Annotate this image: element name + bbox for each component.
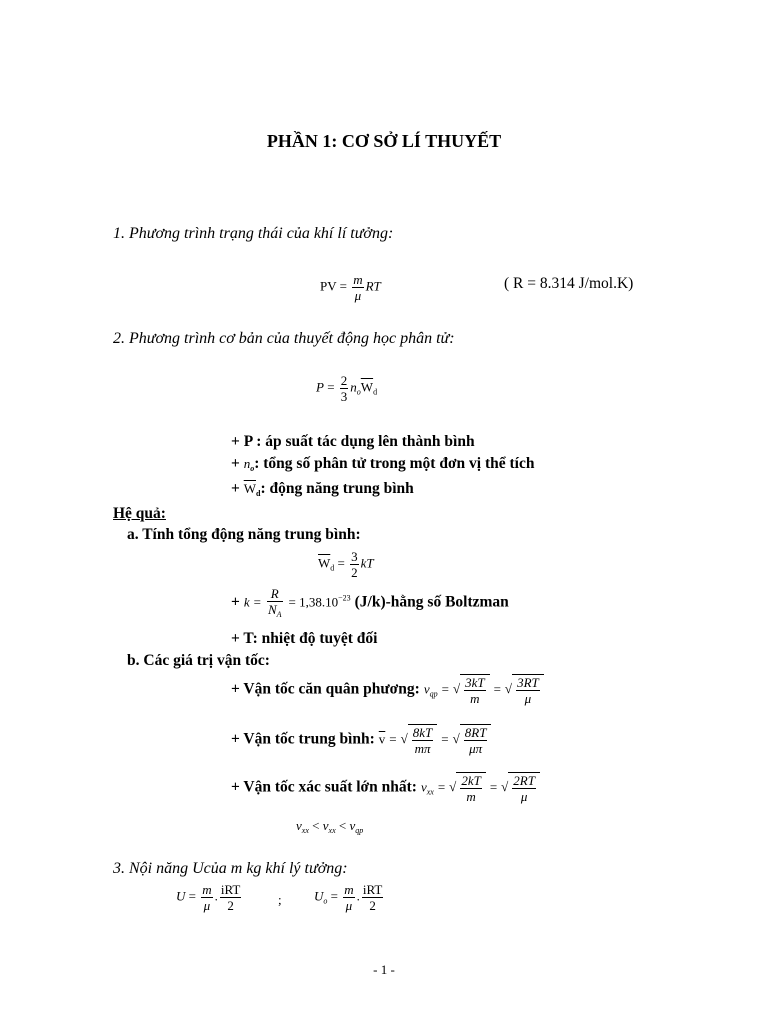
- bullet-prefix: +: [231, 593, 240, 611]
- w-subscript: d: [330, 563, 335, 573]
- frac-num: 3RT: [517, 675, 539, 690]
- frac-num: iRT: [362, 882, 383, 897]
- equals-sign: =: [437, 779, 446, 795]
- speed-inequality: [296, 818, 363, 835]
- n-symbol: n: [350, 379, 357, 395]
- frac-den: 2: [369, 898, 376, 913]
- bullet-text: : tổng số phân tử trong một đơn vị thể tích: [254, 455, 535, 472]
- w-symbol: $\overline{W}$: [360, 379, 374, 395]
- frac-den: μ: [354, 288, 362, 303]
- frac-den: 2: [351, 565, 358, 580]
- part-b-label: b. Các giá trị vận tốc:: [127, 652, 270, 669]
- section-1-heading: 1. Phương trình trạng thái của khí lí tưởng:: [113, 225, 394, 242]
- most-probable-speed-line: [231, 772, 540, 804]
- w-subscript: d: [373, 387, 378, 397]
- v-symbol: v: [349, 818, 356, 833]
- n-symbol: n: [243, 456, 251, 471]
- equals-sign: =: [441, 731, 449, 747]
- frac-num: 3: [351, 549, 358, 564]
- kt-term: kT: [360, 555, 374, 571]
- internal-energy-mole-equation: $U_o$ = $\frac{m}{\mu}$ . $\frac{\text{iRT}}{2}$: [314, 882, 383, 913]
- kinetic-pressure-equation: [316, 373, 377, 404]
- mass-over-mu-fraction: [352, 272, 363, 303]
- w-symbol: $\overline{W}$: [318, 555, 331, 571]
- u-symbol: U: [314, 888, 324, 904]
- equals-sign: =: [330, 888, 338, 904]
- equals-sign: =: [493, 681, 501, 697]
- sqrt-2rt-over-mu: √ $\frac{2RT}{\mu}$: [501, 772, 540, 804]
- frac-den: μ: [520, 789, 528, 804]
- mean-speed-label: + Vận tốc trung bình:: [231, 730, 375, 748]
- mean-speed-line: [231, 724, 491, 756]
- irt-over-2-fraction: [362, 882, 383, 913]
- gas-constant-note: ( R = 8.314 J/mol.K): [504, 275, 634, 292]
- frac-den: 3: [340, 389, 348, 404]
- frac-num: m: [202, 882, 212, 897]
- v-symbol: v: [420, 779, 427, 795]
- pressure-symbol: P: [316, 379, 324, 395]
- sqrt-8kt-over-mpi: √ $\frac{8kT}{m\pi}$: [401, 724, 438, 756]
- equals-sign: =: [489, 779, 498, 795]
- equals-sign: =: [389, 731, 397, 747]
- frac-num: 2kT: [461, 773, 481, 788]
- bullet-kinetic-energy: [231, 480, 414, 498]
- boltzmann-line: [231, 586, 509, 620]
- two-thirds-fraction: [340, 373, 349, 404]
- three-halves-fraction: [350, 549, 359, 580]
- rms-speed-line: [231, 674, 544, 706]
- k-exponent: −23: [338, 593, 351, 603]
- r-over-na-fraction: [267, 586, 283, 620]
- frac-den: μπ: [469, 741, 483, 756]
- most-probable-speed-label: + Vận tốc xác suất lớn nhất:: [231, 778, 417, 796]
- temperature-line: + T: nhiệt độ tuyệt đối: [231, 630, 378, 647]
- v-symbol: v: [296, 818, 302, 833]
- sqrt-3kt-over-m: √ $\frac{3kT}{m}$: [453, 674, 490, 706]
- w-symbol: $\overline{W}$: [243, 481, 256, 496]
- frac-den: μ: [203, 898, 211, 913]
- v-subscript: qp: [429, 689, 438, 699]
- avg-kinetic-energy-equation: [318, 549, 374, 580]
- frac-num: 3kT: [465, 675, 485, 690]
- frac-den: [267, 602, 283, 620]
- v-subscript: xx: [301, 826, 309, 835]
- equals-sign: =: [327, 379, 335, 395]
- internal-energy-equation: U = $\frac{m}{\mu}$ . $\frac{\text{iRT}}{2}$: [176, 882, 241, 913]
- page-title: PHẦN 1: CƠ SỞ LÍ THUYẾT: [266, 131, 502, 151]
- bullet-text: : động năng trung bình: [260, 480, 414, 497]
- v-symbol: v: [322, 818, 329, 833]
- u-subscript: o: [323, 896, 328, 906]
- sqrt-2kt-over-m: √ $\frac{2kT}{m}$: [449, 772, 486, 804]
- na-subscript: A: [276, 610, 282, 619]
- section-2-heading: 2. Phương trình cơ bản của thuyết động học phân tử:: [113, 330, 455, 347]
- rms-speed-label: + Vận tốc căn quân phương:: [231, 680, 420, 698]
- frac-num: m: [353, 272, 363, 287]
- n-subscript: o: [356, 387, 361, 397]
- v-subscript: xx: [328, 826, 336, 835]
- page-number: - 1 -: [373, 962, 395, 977]
- sqrt-3rt-over-mu: √ $\frac{3RT}{\mu}$: [505, 674, 544, 706]
- bullet-prefix: +: [231, 480, 240, 497]
- equals-sign: =: [337, 555, 345, 571]
- ideal-gas-equation: [320, 272, 381, 303]
- sqrt-8rt-over-mupi: √ $\frac{8RT}{\mu\pi}$: [453, 724, 492, 756]
- m-over-mu-fraction: [343, 882, 354, 913]
- frac-num: R: [267, 586, 283, 602]
- v-subscript: xx: [426, 787, 434, 797]
- u-symbol: U: [176, 888, 186, 904]
- frac-den: m: [466, 789, 476, 804]
- irt-over-2-fraction: [220, 882, 241, 913]
- rt-term: RT: [365, 278, 381, 294]
- frac-num: 2RT: [513, 773, 535, 788]
- part-a-label: a. Tính tổng động năng trung bình:: [127, 526, 361, 543]
- v-subscript: qp: [355, 826, 364, 835]
- frac-den: μ: [345, 898, 353, 913]
- frac-den: m: [470, 691, 480, 706]
- na-symbol: N: [267, 602, 277, 617]
- bullet-pressure: + P : áp suất tác dụng lên thành bình: [231, 433, 475, 450]
- equals-sign: =: [441, 681, 449, 697]
- frac-den: mπ: [414, 741, 431, 756]
- less-than: <: [338, 818, 347, 833]
- n-subscript: o: [250, 464, 255, 473]
- less-than: <: [312, 818, 320, 833]
- bullet-prefix: +: [231, 455, 240, 472]
- bullet-particle-count: [231, 455, 534, 473]
- equals-sign: =: [188, 888, 196, 904]
- frac-num: 8RT: [464, 725, 487, 740]
- k-unit: (J/k)-hằng số Boltzman: [354, 593, 509, 611]
- frac-den: 2: [227, 898, 234, 913]
- frac-num: iRT: [220, 882, 241, 897]
- corollary-label: Hệ quả:: [113, 505, 166, 522]
- separator: ;: [278, 892, 282, 907]
- k-symbol: k: [243, 594, 250, 610]
- w-subscript: d: [256, 489, 261, 498]
- k-value: = 1,38.10: [288, 594, 339, 610]
- frac-num: m: [344, 882, 354, 897]
- frac-num: 2: [340, 373, 348, 388]
- m-over-mu-fraction: [201, 882, 212, 913]
- v-symbol: v: [423, 681, 430, 697]
- frac-den: μ: [524, 691, 532, 706]
- frac-num: 8kT: [412, 725, 433, 740]
- v-bar-symbol: $\overline{v}$: [378, 731, 386, 747]
- eq-lhs: PV =: [320, 278, 347, 294]
- section-3-heading: 3. Nội năng Ucủa m kg khí lý tưởng:: [113, 860, 348, 877]
- equals-sign: =: [253, 594, 261, 610]
